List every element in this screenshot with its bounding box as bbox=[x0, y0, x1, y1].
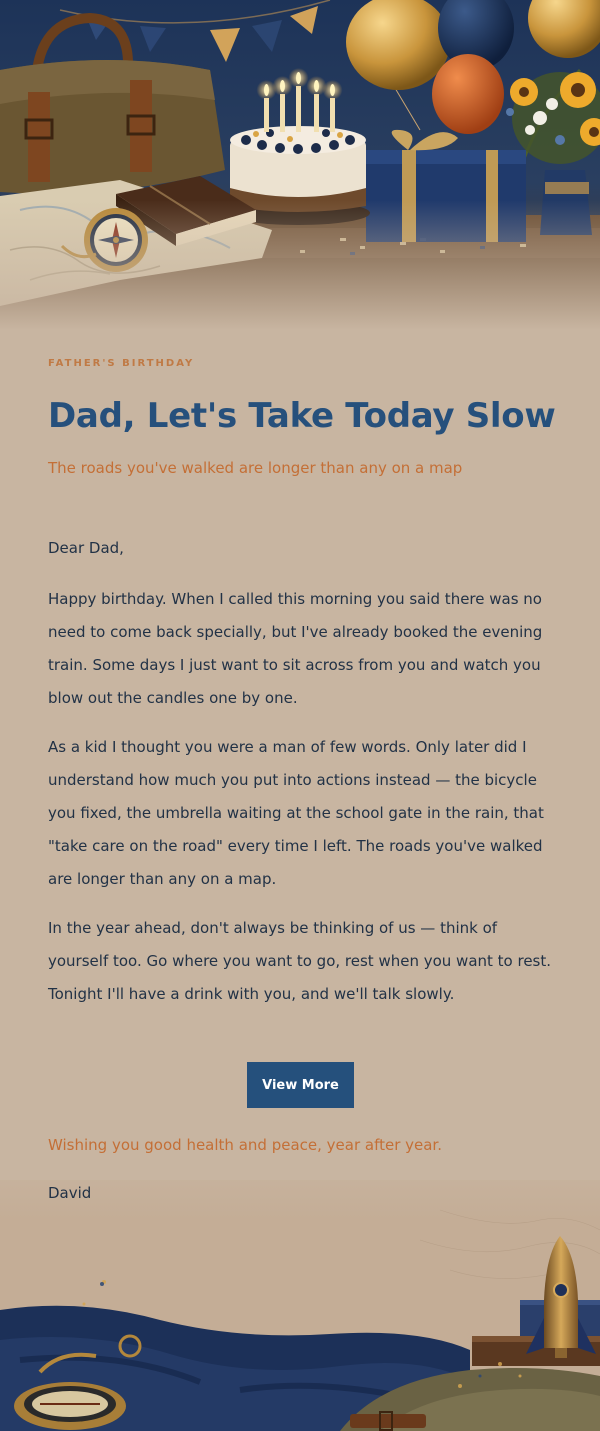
page-title: Dad, Let's Take Today Slow bbox=[48, 396, 556, 436]
view-more-button[interactable]: View More bbox=[247, 1062, 354, 1108]
hero-illustration bbox=[0, 0, 600, 330]
letter-paragraph: In the year ahead, don't always be thinking of us — think of yourself too. Go where you want to go, rest when you want to rest. Tonight I'll have a drink with you, and we'll talk slowly. bbox=[48, 919, 552, 1003]
closing-wish: Wishing you good health and peace, year after year. bbox=[48, 1136, 442, 1154]
letter-paragraph: As a kid I thought you were a man of few words. Only later did I understand how much you put into actions instead — the bicycle you fixed, the umbrella waiting at the school gate in the rain, that "take care on the road" every time I left. The roads you've walked are longer than any on a map. bbox=[48, 738, 544, 888]
eyebrow-label: FATHER'S BIRTHDAY bbox=[48, 358, 195, 369]
letter-body bbox=[48, 532, 558, 1027]
subtitle: The roads you've walked are longer than any on a map bbox=[48, 459, 463, 477]
signature: David bbox=[48, 1184, 92, 1202]
letter-greeting: Dear Dad, bbox=[48, 539, 124, 557]
letter-paragraph: Happy birthday. When I called this morning you said there was no need to come back specially, but I've already booked the evening train. Some days I just want to sit across from you and watch you blow out the candles one by one. bbox=[48, 590, 543, 707]
